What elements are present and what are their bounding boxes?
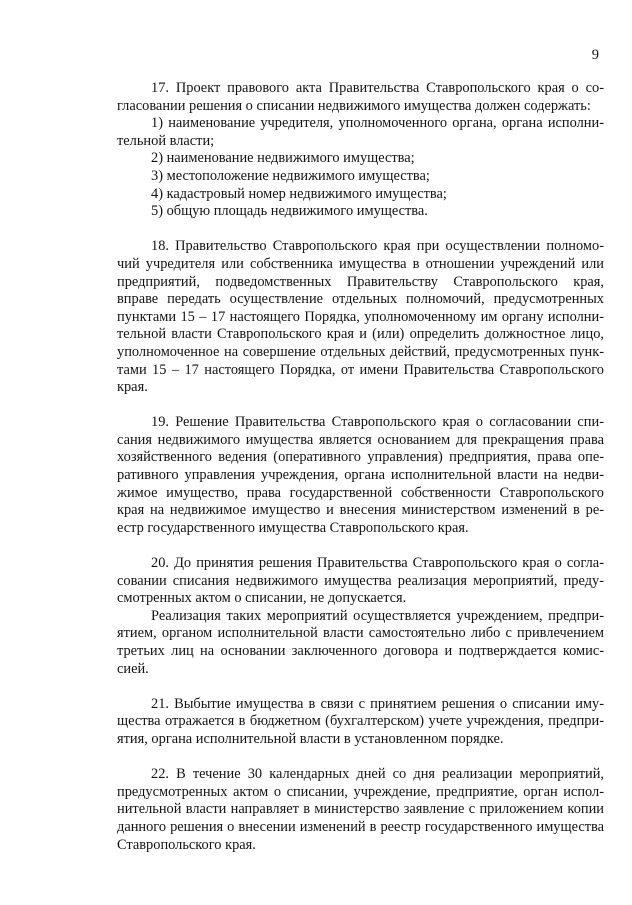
paragraph xyxy=(117,696,604,749)
section-gap xyxy=(117,537,604,555)
text-line: нительной власти направляет в министерство заявление с приложением копии xyxy=(117,801,604,818)
text-line: жимое имущество, права государственной собственности Ставропольского xyxy=(117,484,604,501)
section-gap xyxy=(117,397,604,415)
text-line: 22. В течение 30 календарных дней со дня реализации мероприятий, xyxy=(151,766,604,783)
paragraph xyxy=(117,203,604,221)
text-line: ятия, органа исполнительной власти в установленном порядке. xyxy=(117,730,504,747)
section-s19 xyxy=(117,414,604,537)
paragraph xyxy=(117,555,604,608)
text-line: 1) наименование учредителя, уполномоченного органа, органа исполни- xyxy=(151,115,604,132)
text-line: совании списания недвижимого имущества реализация мероприятий, преду- xyxy=(117,572,604,589)
paragraph xyxy=(117,608,604,678)
paragraph xyxy=(117,115,604,150)
text-line: тельной власти; xyxy=(117,132,215,149)
text-line: 20. До принятия решения Правительства Ставропольского края о согла- xyxy=(151,555,604,572)
section-s18 xyxy=(117,238,604,396)
paragraph xyxy=(117,766,604,854)
text-line: уполномоченное на совершение отдельных действий, предусмотренных пунк- xyxy=(117,343,604,360)
text-line: 3) местоположение недвижимого имущества; xyxy=(151,167,430,184)
section-gap xyxy=(117,221,604,239)
text-line: вправе передать осуществление отдельных полномочий, предусмотренных xyxy=(117,291,604,308)
section-gap xyxy=(117,678,604,696)
text-line: сией. xyxy=(117,660,149,677)
text-line: 19. Решение Правительства Ставропольского края о согласовании спи- xyxy=(151,414,604,431)
text-line: 4) кадастровый номер недвижимого имущества; xyxy=(151,185,447,202)
text-line: 5) общую площадь недвижимого имущества. xyxy=(151,203,428,220)
text-line: ятием, органом исполнительной власти самостоятельно либо с привлечением xyxy=(117,625,604,642)
text-line: Реализация таких мероприятий осуществляется учреждением, предпри- xyxy=(151,607,604,624)
text-line: чий учредителя или собственника имущества в отношении учреждений или xyxy=(117,255,604,272)
text-line: 17. Проект правового акта Правительства Ставропольского края о со- xyxy=(151,80,604,96)
paragraph xyxy=(117,150,604,168)
text-line: естр государственного имущества Ставропольского края. xyxy=(117,519,469,536)
text-line: гласовании решения о списании недвижимого имущества должен содержать: xyxy=(117,97,591,114)
text-line: края. xyxy=(117,379,148,396)
text-line: смотренных актом о списании, не допускается. xyxy=(117,590,407,607)
paragraph xyxy=(117,168,604,186)
document-body xyxy=(117,80,604,854)
text-line: предприятий, подведомственных Правительству Ставропольского края, xyxy=(117,273,604,290)
text-line: сания недвижимого имущества является основанием для прекращения права xyxy=(117,431,604,448)
text-line: предусмотренных актом о списании, учреждение, предприятие, орган испол- xyxy=(117,783,604,800)
section-s22 xyxy=(117,766,604,854)
text-line: края на недвижимое имущество и внесения министерством изменений в ре- xyxy=(117,502,604,519)
text-line: 18. Правительство Ставропольского края при осуществлении полномо- xyxy=(151,238,604,255)
section-s17 xyxy=(117,80,604,221)
text-line: щества отражается в бюджетном (бухгалтерском) учете учреждения, предпри- xyxy=(117,713,604,730)
text-line: хозяйственного ведения (оперативного управления) предприятия, права опе- xyxy=(117,449,604,466)
section-s20 xyxy=(117,555,604,678)
section-gap xyxy=(117,749,604,767)
page-number: 9 xyxy=(591,47,599,63)
section-s21 xyxy=(117,696,604,749)
paragraph xyxy=(117,414,604,537)
text-line: пунктами 15 – 17 настоящего Порядка, уполномоченному им органу исполни- xyxy=(117,308,604,325)
text-line: 2) наименование недвижимого имущества; xyxy=(151,150,415,167)
text-line: тами 15 – 17 настоящего Порядка, от имени Правительства Ставропольского xyxy=(117,361,604,378)
paragraph xyxy=(117,186,604,204)
text-line: ративного управления учреждения, органа исполнительной власти на недви- xyxy=(117,467,604,484)
text-line: Ставропольского края. xyxy=(117,836,256,853)
paragraph xyxy=(117,80,604,115)
text-line: данного решения о внесении изменений в реестр государственного имущества xyxy=(117,818,604,835)
paragraph xyxy=(117,238,604,396)
text-line: 21. Выбытие имущества в связи с принятием решения о списании иму- xyxy=(151,695,604,712)
text-line: третьих лиц на основании заключенного договора и подтверждается комис- xyxy=(117,643,604,659)
text-line: тельной власти Ставропольского края и (или) определить должностное лицо, xyxy=(117,326,604,343)
